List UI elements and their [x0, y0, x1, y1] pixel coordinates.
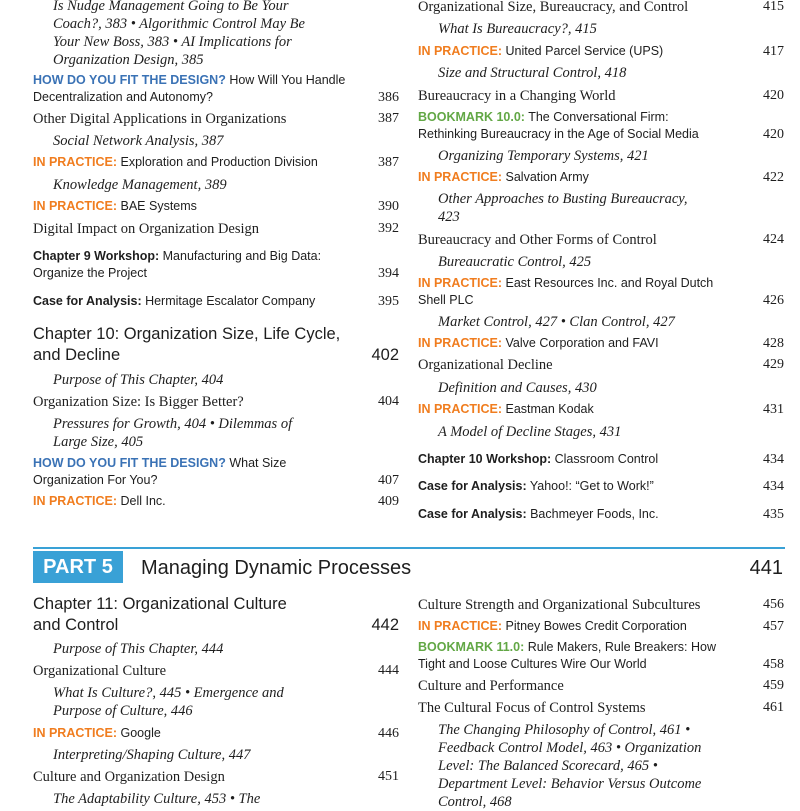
toc-section: Digital Impact on Organization Design 392 [33, 221, 399, 237]
part-5-banner [33, 547, 785, 585]
toc-in-practice: IN PRACTICE: Dell Inc. 409 [33, 494, 399, 509]
chapter-10-heading: Chapter 10: Organization Size, Life Cycle, and Decline 402 [33, 325, 399, 364]
toc-feature-how-do-you-fit: HOW DO YOU FIT THE DESIGN? What Size [33, 456, 287, 470]
toc-subentry: Is Nudge Management Going to Be Your [53, 0, 289, 14]
toc-section: The Cultural Focus of Control Systems 461 [418, 700, 784, 716]
toc-subentry: Size and Structural Control, 418 [438, 65, 627, 81]
toc-subentry: Purpose of This Chapter, 404 [53, 372, 224, 388]
toc-subentry: What Is Culture?, 445 • Emergence and [53, 685, 284, 701]
toc-subentry: 423 [438, 209, 460, 225]
toc-section: Organizational Size, Bureaucracy, and Control 415 [418, 0, 784, 15]
toc-subentry: Your New Boss, 383 • AI Implications for [53, 34, 292, 50]
toc-subentry: Knowledge Management, 389 [53, 177, 227, 193]
toc-section: Other Digital Applications in Organizations 387 [33, 111, 399, 127]
toc-section: Culture and Performance 459 [418, 678, 784, 694]
toc-section: Bureaucracy in a Changing World 420 [418, 88, 784, 104]
toc-in-practice: IN PRACTICE: Valve Corporation and FAVI 428 [418, 336, 784, 351]
toc-section: Bureaucracy and Other Forms of Control 424 [418, 232, 784, 248]
toc-section: Organizational Culture 444 [33, 663, 399, 679]
toc-feature-how-do-you-fit: HOW DO YOU FIT THE DESIGN? How Will You Handle [33, 73, 346, 87]
toc-workshop: Chapter 9 Workshop: Manufacturing and Big Data: [33, 249, 322, 263]
part-page-number: 441 [749, 557, 783, 579]
toc-subentry: Interpreting/Shaping Culture, 447 [53, 747, 251, 763]
toc-subentry: Purpose of This Chapter, 444 [53, 641, 224, 657]
part-title: Managing Dynamic Processes [141, 557, 412, 579]
toc-in-practice: IN PRACTICE: United Parcel Service (UPS) 417 [418, 44, 784, 59]
toc-bookmark: BOOKMARK 10.0: The Conversational Firm: [418, 110, 669, 124]
toc-subentry: Bureaucratic Control, 425 [438, 254, 592, 270]
toc-subentry: Market Control, 427 • Clan Control, 427 [438, 314, 675, 330]
part-label: PART 5 [33, 551, 123, 583]
toc-feature-how-do-you-fit: Decentralization and Autonomy? 386 [33, 90, 399, 105]
toc-bookmark: Rethinking Bureaucracy in the Age of Social Media 420 [418, 127, 784, 142]
toc-subentry: Organizing Temporary Systems, 421 [438, 148, 649, 164]
toc-subentry: Large Size, 405 [53, 434, 144, 450]
toc-workshop: Chapter 10 Workshop: Classroom Control 434 [418, 452, 784, 467]
toc-case-for-analysis: Case for Analysis: Bachmeyer Foods, Inc. 435 [418, 507, 784, 522]
toc-subentry: The Changing Philosophy of Control, 461 • [438, 722, 691, 738]
toc-subentry: Control, 468 [438, 794, 512, 810]
toc-subentry: Purpose of Culture, 446 [53, 703, 193, 719]
toc-subentry: The Adaptability Culture, 453 • The [53, 791, 261, 807]
toc-subentry: Department Level: Behavior Versus Outcome [438, 776, 702, 792]
toc-in-practice: IN PRACTICE: Google 446 [33, 726, 399, 741]
toc-subentry: Other Approaches to Busting Bureaucracy, [438, 191, 688, 207]
toc-in-practice: IN PRACTICE: Exploration and Production Division 387 [33, 155, 399, 170]
toc-section: Organizational Decline 429 [418, 357, 784, 373]
toc-subentry: Pressures for Growth, 404 • Dilemmas of [53, 416, 293, 432]
toc-subentry: A Model of Decline Stages, 431 [438, 424, 622, 440]
toc-subentry: Definition and Causes, 430 [438, 380, 597, 396]
toc-section: Organization Size: Is Bigger Better? 404 [33, 394, 399, 410]
toc-in-practice: IN PRACTICE: BAE Systems 390 [33, 199, 399, 214]
toc-subentry: Organization Design, 385 [53, 52, 204, 68]
toc-case-for-analysis: Case for Analysis: Yahoo!: “Get to Work!” 434 [418, 479, 784, 494]
toc-subentry: Feedback Control Model, 463 • Organization [438, 740, 702, 756]
toc-section: Culture and Organization Design 451 [33, 769, 399, 785]
toc-subentry: Level: The Balanced Scorecard, 465 • [438, 758, 658, 774]
toc-feature-how-do-you-fit: Organization For You? 407 [33, 473, 399, 488]
toc-in-practice: IN PRACTICE: Pitney Bowes Credit Corporation 457 [418, 619, 784, 634]
toc-in-practice: IN PRACTICE: Eastman Kodak 431 [418, 402, 784, 417]
chapter-11-heading: Chapter 11: Organizational Culture and Control 442 [33, 595, 399, 634]
toc-in-practice: IN PRACTICE: East Resources Inc. and Royal Dutch [418, 276, 714, 290]
toc-bookmark: BOOKMARK 11.0: Rule Makers, Rule Breakers: How [418, 640, 717, 654]
toc-bookmark: Tight and Loose Cultures Wire Our World 458 [418, 657, 784, 672]
toc-section: Culture Strength and Organizational Subcultures 456 [418, 597, 784, 613]
toc-subentry: What Is Bureaucracy?, 415 [438, 21, 597, 37]
toc-in-practice: IN PRACTICE: Salvation Army 422 [418, 170, 784, 185]
toc-in-practice: Shell PLC 426 [418, 293, 784, 308]
toc-case-for-analysis: Case for Analysis: Hermitage Escalator Company 395 [33, 294, 399, 309]
toc-subentry: Coach?, 383 • Algorithmic Control May Be [53, 16, 305, 32]
toc-subentry: Social Network Analysis, 387 [53, 133, 224, 149]
toc-workshop: Organize the Project 394 [33, 266, 399, 281]
